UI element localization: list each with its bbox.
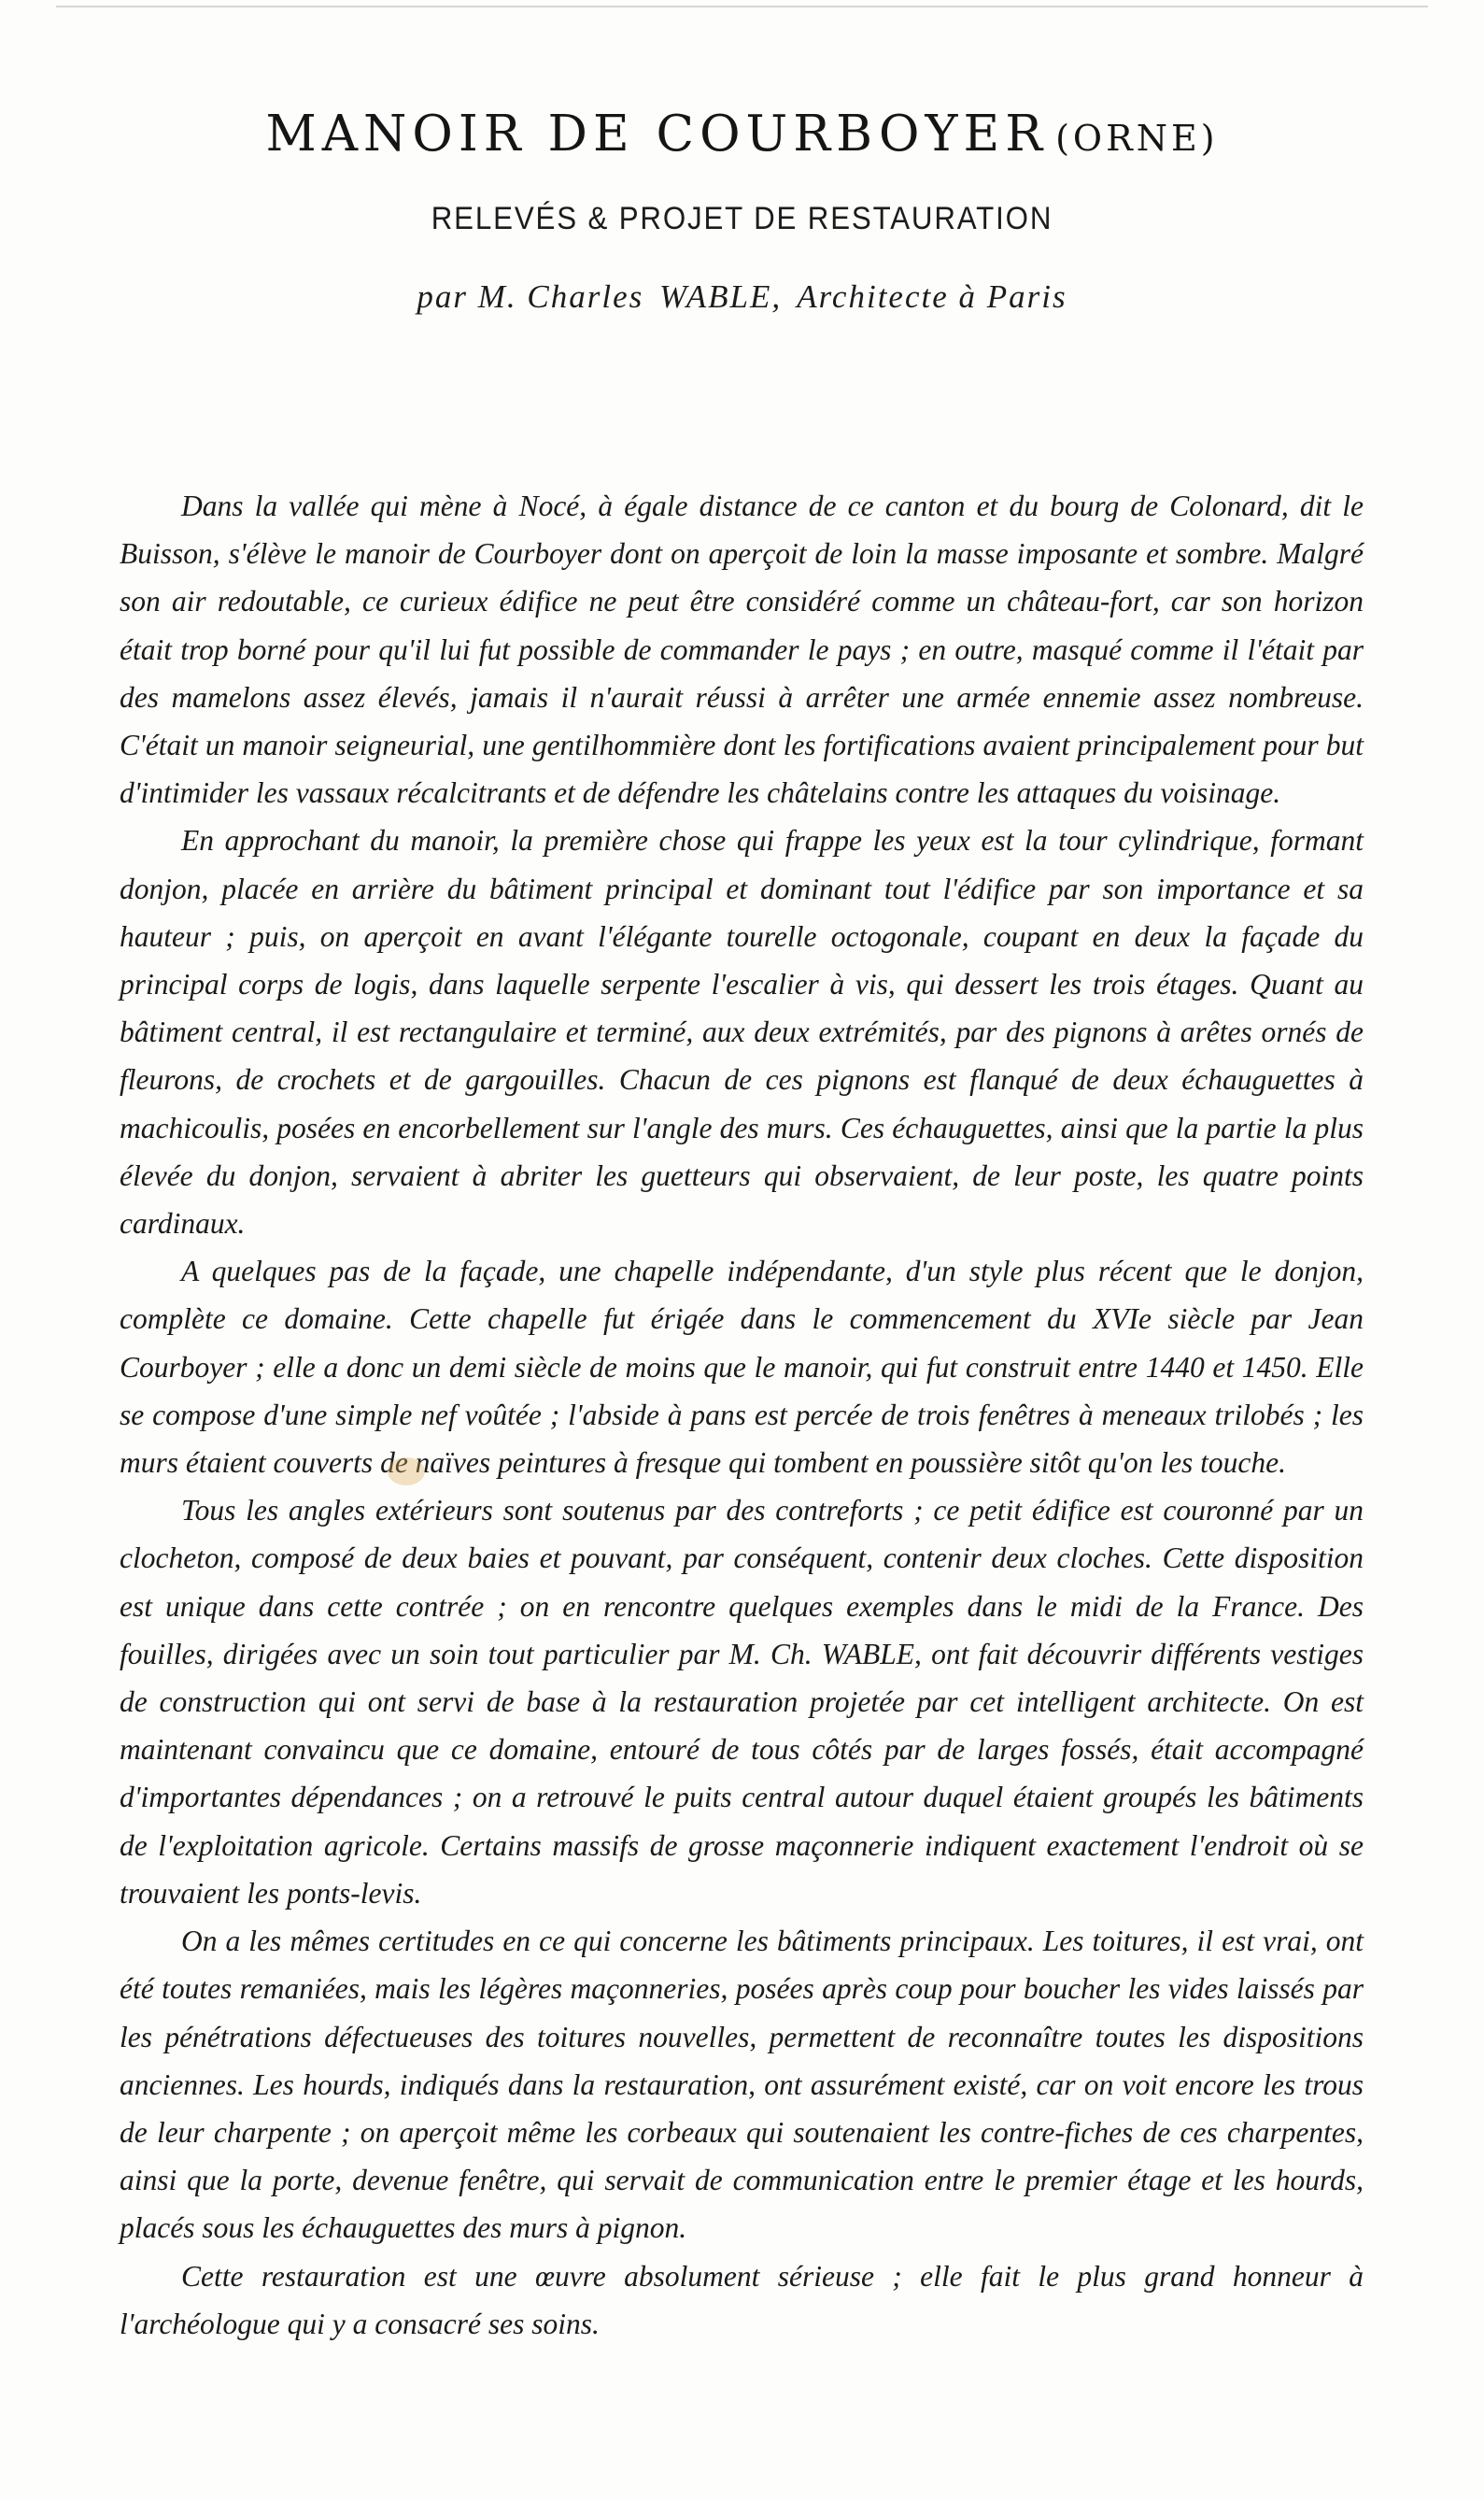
title-region: (ORNE) — [1055, 118, 1219, 159]
top-edge-rule — [56, 0, 1428, 7]
byline-prefix: par M. Charles — [417, 277, 644, 315]
paragraph-4: Tous les angles extérieurs sont soutenus par des contreforts ; ce petit édifice est couronné par un clocheton, composé de deux baies et pouvant, par conséquent, contenir deux cloches. Cette disposition est unique dans cette contrée ; on en rencontre quelques exemples dans le midi de la France. Des fouilles, dirigées avec un soin tout particulier par M. Ch. WABLE, ont fait découvrir différents vestiges de construction qui ont servi de base à la restauration projetée par cet intelligent architecte. On est maintenant convaincu que ce domaine, entouré de tous côtés par de larges fossés, était accompagné d'importantes dépendances ; on a retrouvé le puits central autour duquel étaient groupés les bâtiments de l'exploitation agricole. Certains massifs de grosse maçonnerie indiquent exactement l'endroit où se trouvaient les ponts-levis. — [120, 1494, 1364, 1910]
title-block — [0, 105, 1484, 315]
byline-author-name: WABLE, — [659, 277, 783, 315]
page-subtitle: RELEVÉS & PROJET DE RESTAURATION — [431, 200, 1053, 236]
author-byline — [0, 279, 1484, 316]
paragraph-1: Dans la vallée qui mène à Nocé, à égale distance de ce canton et du bourg de Colonard, dit le Buisson, s'élève le manoir de Courboyer dont on aperçoit de loin la masse imposante et sombre. Malgré son air redoutable, ce curieux édifice ne peut être considéré comme un château-fort, car son horizon était trop borné pour qu'il lui fut possible de commander le pays ; en outre, masqué comme il l'était par des mamelons assez élevés, jamais il n'aurait réussi à arrêter une armée ennemie assez nombreuse. C'était un manoir seigneurial, une gentilhommière dont les fortifications avaient principalement pour but d'intimider les vassaux récalcitrants et de défendre les châtelains contre les attaques du voisinage. — [120, 490, 1364, 810]
byline-suffix: Architecte à Paris — [797, 277, 1067, 315]
paragraph-3: A quelques pas de la façade, une chapelle indépendante, d'un style plus récent que le donjon, complète ce domaine. Cette chapelle fut érigée dans le commencement du XVIe siècle par Jean Courboyer ; elle a donc un demi siècle de moins que le manoir, qui fut construit entre 1440 et 1450. Elle se compose d'une simple nef voûtée ; l'abside à pans est percée de trois fenêtres à meneaux trilobés ; les murs étaient couverts de naïves peintures à fresque qui tombent en poussière sitôt qu'on les touche. — [120, 1255, 1364, 1480]
page-title — [0, 105, 1484, 164]
paragraph-2: En approchant du manoir, la première chose qui frappe les yeux est la tour cylindrique, formant donjon, placée en arrière du bâtiment principal et dominant tout l'édifice par son importance et sa hauteur ; puis, on aperçoit en avant l'élégante tourelle octogonale, coupant en deux la façade du principal corps de logis, dans laquelle serpente l'escalier à vis, qui dessert les trois étages. Quant au bâtiment central, il est rectangulaire et terminé, aux deux extrémités, par des pignons à arêtes ornés de fleurons, de crochets et de gargouilles. Chacun de ces pignons est flanqué de deux échauguettes à machicoulis, posées en encorbellement sur l'angle des murs. Ces échauguettes, ainsi que la partie la plus élevée du donjon, servaient à abriter les guetteurs qui observaient, de leur poste, les quatre points cardinaux. — [120, 824, 1364, 1241]
article-body — [120, 482, 1364, 2348]
paragraph-5: On a les mêmes certitudes en ce qui concerne les bâtiments principaux. Les toitures, il est vrai, ont été toutes remaniées, mais les légères maçonneries, posées après coup pour boucher les vides laissés par les pénétrations défectueuses des toitures nouvelles, permettent de reconnaître toutes les dispositions anciennes. Les hourds, indiqués dans la restauration, ont assurément existé, car on voit encore les trous de leur charpente ; on aperçoit même les corbeaux qui soutenaient les contre-fiches de ces charpentes, ainsi que la porte, devenue fenêtre, qui servait de communication entre le premier étage et les hourds, placés sous les échauguettes des murs à pignon. — [120, 1925, 1364, 2245]
title-main: MANOIR DE COURBOYER — [265, 106, 1049, 163]
paragraph-6: Cette restauration est une œuvre absolument sérieuse ; elle fait le plus grand honneur à l'archéologue qui y a consacré ses soins. — [120, 2259, 1364, 2340]
